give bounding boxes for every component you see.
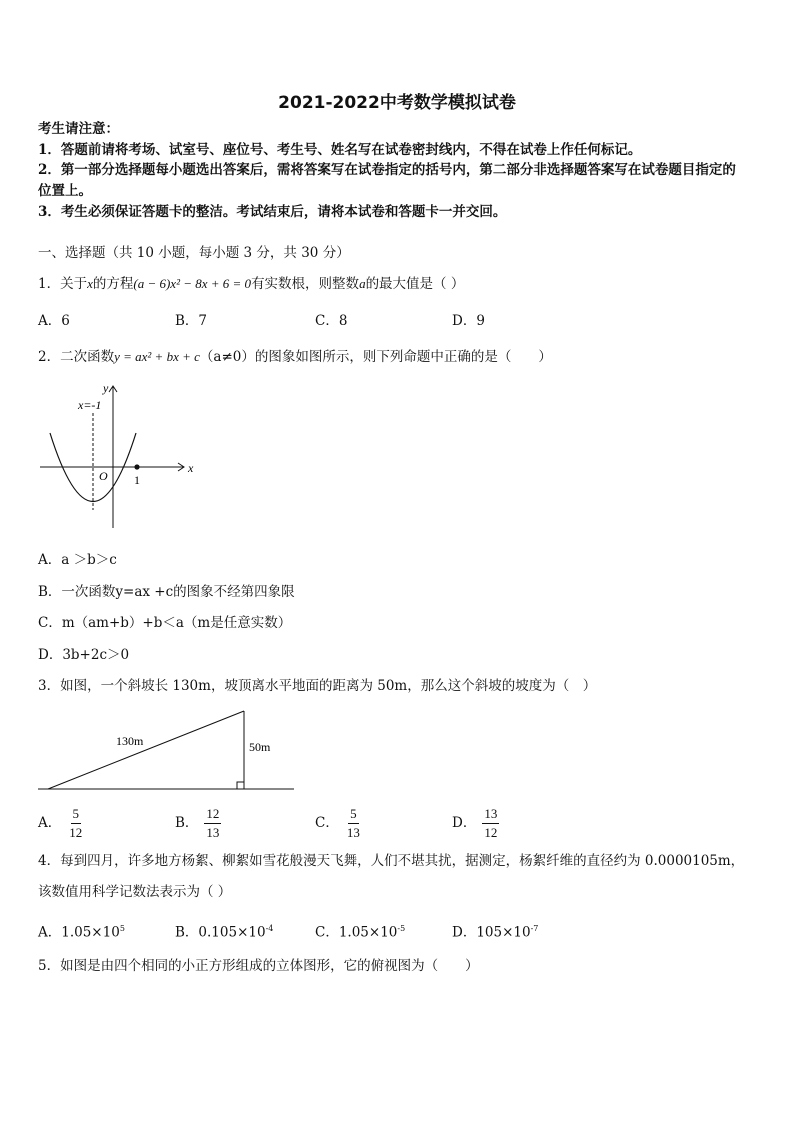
option-letter: A． xyxy=(38,815,62,831)
q1-option-b: B．7 xyxy=(175,313,208,329)
fraction xyxy=(67,805,84,842)
point-one-label: 1 xyxy=(134,473,140,487)
denominator: 13 xyxy=(206,825,220,840)
notice-item-3: 3．考生必须保证答题卡的整洁。考试结束后，请将本试卷和答题卡一并交回。 xyxy=(38,204,507,220)
slope-length-label: 130m xyxy=(116,734,144,748)
q2-parabola-figure xyxy=(36,380,206,540)
q1-suffix: 的最大值是（ ） xyxy=(365,276,465,292)
section-heading: 一、选择题（共 10 小题，每小题 3 分，共 30 分） xyxy=(38,245,350,261)
q1-option-c: C．8 xyxy=(315,313,348,329)
numerator: 12 xyxy=(204,805,221,824)
q3-slope-figure xyxy=(36,704,298,796)
denominator: 13 xyxy=(346,825,360,840)
numerator: 13 xyxy=(482,805,499,824)
q2-cond: （a≠0） xyxy=(199,349,255,365)
option-letter: D． xyxy=(452,815,477,831)
q2-equation: y = ax² + bx + c xyxy=(114,349,200,364)
q2-option-a: A．a ＞b＞c xyxy=(38,552,117,568)
q4-option-c xyxy=(315,919,405,943)
q1-equation: (a − 6)x² − 8x + 6 = 0 xyxy=(133,276,252,291)
q4-option-d xyxy=(452,919,538,943)
question-1 xyxy=(38,274,464,294)
fraction xyxy=(345,805,362,842)
question-2 xyxy=(38,347,552,367)
q2-suffix: 的图象如图所示，则下列命题中正确的是（ ） xyxy=(254,349,552,365)
q3-option-c xyxy=(315,805,362,842)
symmetry-axis-label: x=-1 xyxy=(78,398,102,412)
numerator: 5 xyxy=(348,805,359,824)
notice-heading: 考生请注意： xyxy=(38,121,119,137)
notice-item-2-cont: 位置上。 xyxy=(38,183,92,199)
q4-option-a xyxy=(38,919,125,943)
q3-option-d xyxy=(452,805,499,842)
q3-option-b xyxy=(175,805,221,842)
x-axis-label: x xyxy=(188,461,194,475)
height-label: 50m xyxy=(249,740,271,754)
q1-mid: 的方程 xyxy=(92,276,134,292)
question-5: 5．如图是由四个相同的小正方形组成的立体图形，它的俯视图为（ ） xyxy=(38,958,479,974)
q1-var-x: x xyxy=(87,276,93,291)
page-title: 2021-2022中考数学模拟试卷 xyxy=(278,93,516,113)
fraction xyxy=(204,805,221,842)
question-3: 3．如图，一个斜坡长 130m，坡顶离水平地面的距离为 50m，那么这个斜坡的坡度为（ ） xyxy=(38,678,597,694)
option-exponent: -5 xyxy=(397,924,406,933)
denominator: 12 xyxy=(484,825,498,840)
option-letter: B． xyxy=(175,815,199,831)
q2-option-b: B．一次函数y=ax +c的图象不经第四象限 xyxy=(38,584,295,600)
option-letter: C． xyxy=(315,815,339,831)
q4-option-b xyxy=(175,919,273,943)
option-exponent: 5 xyxy=(119,924,125,933)
option-base: C．1.05×10 xyxy=(315,924,398,941)
right-angle-mark xyxy=(237,782,244,789)
q2-option-c: C．m（am+b）+b＜a（m是任意实数） xyxy=(38,615,292,631)
origin-label: O xyxy=(99,469,108,483)
numerator: 5 xyxy=(71,805,82,824)
q2-option-d: D．3b+2c＞0 xyxy=(38,647,130,663)
fraction xyxy=(482,805,499,842)
q1-mid2: 有实数根，则整数 xyxy=(251,276,360,292)
option-exponent: -7 xyxy=(530,924,539,933)
notice-item-1: 1．答题前请将考场、试室号、座位号、考生号、姓名写在试卷密封线内，不得在试卷上作任何标记。 xyxy=(38,142,642,158)
denominator: 12 xyxy=(69,825,83,840)
q3-option-a xyxy=(38,805,84,842)
slope-line xyxy=(48,711,244,789)
option-base: D．105×10 xyxy=(452,924,531,941)
q1-option-a: A．6 xyxy=(38,313,70,329)
q1-var-a: a xyxy=(359,276,366,291)
question-4-line-2: 该数值用科学记数法表示为（ ） xyxy=(38,884,232,900)
point-one xyxy=(134,464,139,469)
notice-item-2: 2．第一部分选择题每小题选出答案后，需将答案写在试卷指定的括号内，第二部分非选择题答案写在试卷题目指定的 xyxy=(38,162,736,178)
q1-option-d: D．9 xyxy=(452,313,485,329)
option-base: A．1.05×10 xyxy=(38,924,120,941)
y-axis-label: y xyxy=(103,381,109,395)
option-base: B．0.105×10 xyxy=(175,924,266,941)
question-4-line-1: 4．每到四月，许多地方杨絮、柳絮如雪花般漫天飞舞，人们不堪其扰，据测定，杨絮纤维的直径约为 0.0000105m， xyxy=(38,853,745,869)
q2-prefix: 2．二次函数 xyxy=(38,349,115,365)
option-exponent: -4 xyxy=(265,924,274,933)
q1-prefix: 1．关于 xyxy=(38,276,88,292)
